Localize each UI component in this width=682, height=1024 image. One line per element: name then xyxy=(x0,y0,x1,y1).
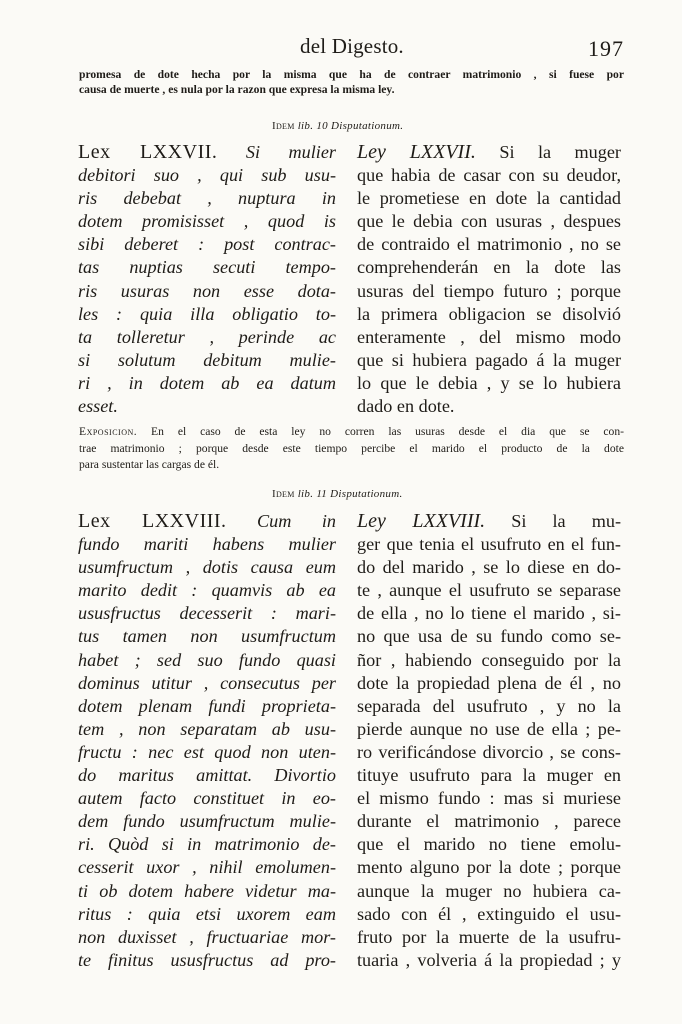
exposition xyxy=(79,424,624,474)
latin-text: Si mulier xyxy=(245,142,337,162)
latin-column-1 xyxy=(78,141,336,418)
exposition-label: Exposicion. xyxy=(79,425,138,438)
text-line: tas nuptias secuti tempo- xyxy=(78,257,336,278)
latin-body xyxy=(78,533,336,972)
exposition-line: para sustentar las cargas de él. xyxy=(79,458,220,472)
text-line: dote la propiedad plena de él , no xyxy=(357,672,621,693)
text-line: dado en dote. xyxy=(357,396,455,417)
text-line: tituye usufruto para la muger en xyxy=(357,765,621,786)
text-line: cesserit uxor , nihil emolumen- xyxy=(78,857,336,878)
text-line: que habia de casar con su deudor, xyxy=(357,165,621,186)
top-note xyxy=(79,68,624,97)
text-line: autem facto constituet in eo- xyxy=(78,788,336,809)
latin-first-line xyxy=(78,141,336,164)
exposition-line xyxy=(79,424,624,441)
spanish-first-line xyxy=(357,141,621,164)
text-line: marito dedit : quamvis ab ea xyxy=(78,580,336,601)
text-line: esset. xyxy=(78,396,118,417)
text-line: que el marido no tiene emolu- xyxy=(357,834,621,855)
text-line: dotem promisisset , quod is xyxy=(78,211,336,232)
text-line: comprehenderán en la dote las xyxy=(357,257,621,278)
text-line: si solutum debitum mulie- xyxy=(78,349,336,370)
text-line: enteramente , del mismo modo xyxy=(357,326,621,347)
text-line: ris usuras non esse dota- xyxy=(78,280,336,301)
text-line: non duxisset , fructuariae mor- xyxy=(78,926,336,947)
text-line: ñor , habiendo conseguido por la xyxy=(357,649,621,670)
text-line: do del marido , se lo diese en do- xyxy=(357,557,621,578)
spanish-text: Si la mu- xyxy=(511,511,621,531)
text-line: ri , in dotem ab ea datum xyxy=(78,372,336,393)
text-line: ususfructus decesserit : mari- xyxy=(78,603,336,624)
latin-text: Cum in xyxy=(257,511,336,531)
text-line: ger que tenia el usufruto en el fun- xyxy=(357,534,621,555)
top-note-line: promesa de dote hecha por la misma que ha de contraer matrimonio , si fuese por xyxy=(79,68,624,81)
text-line: ris debebat , nuptura in xyxy=(78,188,336,209)
text-line: tuaria , volveria á la propiedad ; y xyxy=(357,949,621,970)
text-line: tus tamen non usumfructum xyxy=(78,626,336,647)
source-author: Idem xyxy=(272,488,295,500)
latin-heading: Lex LXXVIII. xyxy=(78,510,227,532)
text-line: no que usa de su fundo como se- xyxy=(357,626,621,647)
text-line: de contraido el matrimonio , no se xyxy=(357,234,621,255)
text-line: le prometiese en dote la cantidad xyxy=(357,188,621,209)
text-line: aunque la muger no hubiera ca- xyxy=(357,880,621,901)
text-line: ro verificándose divorcio , se cons- xyxy=(357,741,621,762)
text-line: ritus : quia etsi uxorem eam xyxy=(78,903,336,924)
source-author: Idem xyxy=(272,120,295,132)
spanish-body xyxy=(357,533,621,972)
source-reference: lib. 11 Disputationum. xyxy=(297,488,403,500)
text-line: dotem plenam fundi proprieta- xyxy=(78,695,336,716)
text-line: usuras del tiempo futuro ; porque xyxy=(357,280,621,301)
text-line: dem fundo usumfructum mulie- xyxy=(78,811,336,832)
latin-first-line xyxy=(78,510,336,533)
latin-body xyxy=(78,164,336,418)
spanish-text: Si la muger xyxy=(499,142,621,162)
spanish-column-2 xyxy=(357,510,621,972)
source-reference: lib. 10 Disputationum. xyxy=(297,120,404,132)
running-head: del Digesto. xyxy=(300,34,404,58)
text-line: habet ; sed suo fundo quasi xyxy=(78,649,336,670)
text-line: les : quia illa obligatio to- xyxy=(78,303,336,324)
text-line: fructu : nec est quod non uten- xyxy=(78,741,336,762)
spanish-heading: Ley LXXVII. xyxy=(357,141,476,163)
spanish-first-line xyxy=(357,510,621,533)
exposition-text: En el caso de esta ley no corren las usuras desde el dia que se con- xyxy=(151,425,624,438)
text-line: fundo mariti habens mulier xyxy=(78,534,336,555)
exposition-line: trae matrimonio ; porque desde este tiempo percibe el marido el producto de la dote xyxy=(79,441,624,455)
text-line: ti ob dotem habere videtur ma- xyxy=(78,880,336,901)
spanish-column-1 xyxy=(357,141,621,418)
latin-heading: Lex LXXVII. xyxy=(78,141,218,163)
text-line: usumfructum , dotis causa eum xyxy=(78,557,336,578)
text-line: de ella , no lo tiene el marido , si- xyxy=(357,603,621,624)
text-line: fruto por la muerte de la usufru- xyxy=(357,926,621,947)
text-line: que le debia con usuras , despues xyxy=(357,211,621,232)
text-line: la primera obligacion se disolvió xyxy=(357,303,621,324)
text-line: debitori suo , qui sub usu- xyxy=(78,165,336,186)
source-citation-1 xyxy=(272,120,403,132)
text-line: pierde aunque no use de ella ; pe- xyxy=(357,718,621,739)
text-line: separada del usufruto , y no la xyxy=(357,695,621,716)
text-line: sibi deberet : post contrac- xyxy=(78,234,336,255)
text-line: tem , non separatam ab usu- xyxy=(78,718,336,739)
source-citation-2 xyxy=(272,488,403,500)
text-line: te finitus ususfructus ad pro- xyxy=(78,949,336,970)
text-line: lo que le debia , y se lo hubiera xyxy=(357,372,621,393)
spanish-body xyxy=(357,164,621,418)
latin-column-2 xyxy=(78,510,336,972)
text-line: ri. Quòd si in matrimonio de- xyxy=(78,834,336,855)
text-line: que si hubiera pagado á la muger xyxy=(357,349,621,370)
text-line: dominus utitur , consecutus per xyxy=(78,672,336,693)
spanish-heading: Ley LXXVIII. xyxy=(357,510,486,532)
text-line: te , aunque el usufruto se separase xyxy=(357,580,621,601)
text-line: el mismo fundo : mas si muriese xyxy=(357,788,621,809)
text-line: durante el matrimonio , parece xyxy=(357,811,621,832)
text-line: mento alguno por la dote ; porque xyxy=(357,857,621,878)
text-line: sado con él , extinguido el usu- xyxy=(357,903,621,924)
page-number: 197 xyxy=(588,36,624,61)
top-note-line: causa de muerte , es nula por la razon que expresa la misma ley. xyxy=(79,82,395,96)
text-line: ta tolleretur , perinde ac xyxy=(78,326,336,347)
text-line: do maritus amittat. Divortio xyxy=(78,765,336,786)
